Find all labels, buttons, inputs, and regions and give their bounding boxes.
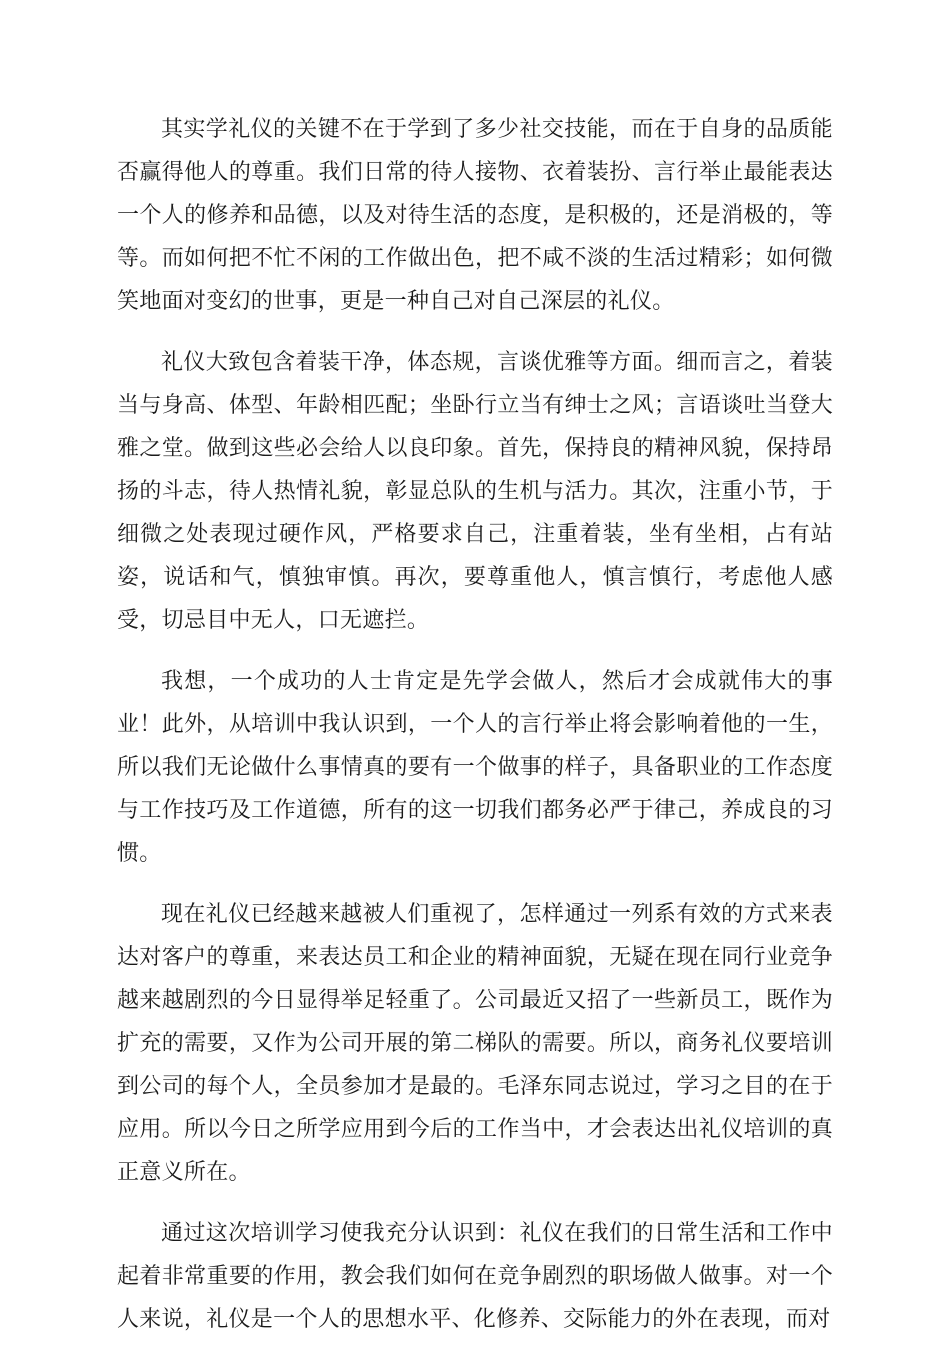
paragraph-5: 通过这次培训学习使我充分认识到：礼仪在我们的日常生活和工作中起着非常重要的作用，教会我们如何在竞争剧烈的职场做人做事。对一个人来说，礼仪是一个人的思想水平、化修养、交际能力的外在表现，而对 (117, 1221, 833, 1332)
paragraph-2: 礼仪大致包含着装干净，体态规，言谈优雅等方面。细而言之，着装当与身高、体型、年龄相匹配；坐卧行立当有绅士之风；言语谈吐当登大雅之堂。做到这些必会给人以良印象。首先，保持良的精神风貌，保持昂扬的斗志，待人热情礼貌，彰显总队的生机与活力。其次，注重小节，于细微之处表现过硬作风，严格要求自己，注重着装，坐有坐相，占有站姿，说话和气，慎独审慎。再次，要尊重他人，慎言慎行，考虑他人感受，切忌目中无人，口无遮拦。 (117, 350, 833, 633)
paragraph-4: 现在礼仪已经越来越被人们重视了，怎样通过一列系有效的方式来表达对客户的尊重，来表达员工和企业的精神面貌，无疑在现在同行业竞争越来越剧烈的今日显得举足轻重了。公司最近又招了一些新员工，既作为扩充的需要，又作为公司开展的第二梯队的需要。所以，商务礼仪要培训到公司的每个人，全员参加才是最的。毛泽东同志说过，学习之目的在于应用。所以今日之所学应用到今后的工作当中，才会表达出礼仪培训的真正意义所在。 (117, 902, 833, 1185)
paragraph-3: 我想，一个成功的人士肯定是先学会做人，然后才会成就伟大的事业！此外，从培训中我认识到，一个人的言行举止将会影响着他的一生，所以我们无论做什么事情真的要有一个做事的样子，具备职业的工作态度与工作技巧及工作道德，所有的这一切我们都务必严于律己，养成良的习惯。 (117, 669, 833, 866)
document-body (117, 108, 833, 1359)
paragraph-1: 其实学礼仪的关键不在于学到了多少社交技能，而在于自身的品质能否赢得他人的尊重。我们日常的待人接物、衣着装扮、言行举止最能表达一个人的修养和品德，以及对待生活的态度，是积极的，还是消极的，等等。而如何把不忙不闲的工作做出色，把不咸不淡的生活过精彩；如何微笑地面对变幻的世事，更是一种自己对自己深层的礼仪。 (117, 117, 833, 314)
